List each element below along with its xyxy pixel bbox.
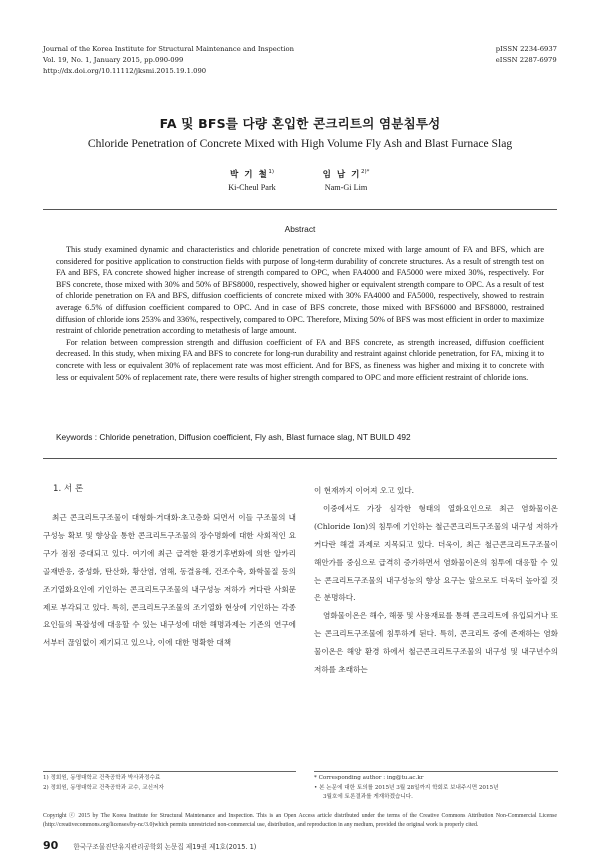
title-korean: FA 및 BFS를 다량 혼입한 콘크리트의 염분침투성 bbox=[159, 116, 441, 131]
footnote-rule-right bbox=[314, 771, 558, 772]
abstract-bottom-rule bbox=[43, 458, 557, 459]
author-1-korean: 박 기 철 bbox=[229, 170, 269, 180]
abstract-body bbox=[56, 244, 544, 383]
journal-name: Journal of the Korea Institute for Structural Maintenance and Inspection bbox=[43, 45, 294, 53]
author-2-english: Nam-Gi Lim bbox=[324, 183, 368, 192]
body-paragraph: 이 현재까지 이어져 오고 있다. bbox=[314, 486, 415, 495]
footer-journal-name: 한국구조물진단유지관리공학회 논문집 제19권 제1호(2015. 1) bbox=[73, 843, 257, 851]
abstract-top-rule bbox=[43, 209, 557, 210]
author-2-korean: 임 남 기 bbox=[322, 170, 361, 180]
volume-info: Vol. 19, No. 1, January 2015, pp.090-099 bbox=[43, 56, 184, 65]
body-left-column bbox=[43, 482, 296, 652]
eissn: eISSN 2287-6979 bbox=[495, 56, 557, 65]
page-footer bbox=[43, 834, 256, 853]
footnote-affiliation-1: 1) 정회원, 동명대학교 건축공학과 박사과정수료 bbox=[43, 775, 161, 781]
pissn: pISSN 2234-6937 bbox=[495, 45, 557, 53]
section-heading-introduction: 1. 서 론 bbox=[53, 484, 84, 494]
issn-block bbox=[496, 44, 557, 66]
doi-link[interactable]: http://dx.doi.org/10.11112/jksmi.2015.19.1.090 bbox=[43, 67, 207, 76]
footnote-discussion-notice: • 본 논문에 대한 토의를 2015년 3월 28일까지 학회로 보내주시면 2015년 bbox=[314, 784, 499, 791]
abstract-paragraph-2: For relation between compression strength and diffusion coefficient of FA and BFS concrete, as strength increased, diffusion coefficient decreased. In this study, when mixing FA and BFS to concrete for long-run durability and restraint against chloride penetration, for FA, mixing it to concrete with less or equivalent 30% of replacement rate was most efficient. And for BFS, as fineness was higher and mixing it to concrete with less or equivalent 50% of replacement rate, there were results of higher strength compared to OPC and more efficient restraint of chloride ions. bbox=[56, 337, 544, 382]
copyright-notice: Copyright ⓒ 2015 by The Korea Institute for Structural Maintenance and Inspection. This is an Open Access article distributed under the terms of the Creative Commons Attribution Non-Commercial License (http://creativecommons.org/licenses/by-nc/3.0)which permits unrestricted non-commercial use, distribution, and reproduction in any medium, provided the original work is properly cited. bbox=[43, 813, 557, 828]
affiliation-footnotes bbox=[43, 774, 296, 793]
footnote-discussion-notice-cont: 3월호에 토론결과를 게재하겠습니다. bbox=[323, 794, 413, 801]
keywords: Keywords : Chloride penetration, Diffusion coefficient, Fly ash, Blast furnace slag, NT BUILD 492 bbox=[56, 432, 411, 442]
page-number: 90 bbox=[43, 839, 59, 852]
body-paragraph: 염화물이온은 해수, 해풍 및 사용재료를 통해 콘크리트에 유입되거나 또는 콘크리트구조물에 침투하게 된다. 특히, 콘크리트 중에 존재하는 염화물이온은 해양 환경 하에서 철근콘크리트구조물의 내구성 및 내구년수의 저하를 초래하는 bbox=[314, 611, 558, 675]
author-2-affil-mark: 2)* bbox=[360, 169, 370, 176]
footnote-corresponding-author: * Corresponding author : ing@tu.ac.kr bbox=[314, 775, 424, 781]
abstract-heading: Abstract bbox=[284, 224, 316, 234]
journal-header bbox=[43, 44, 294, 78]
title-english: Chloride Penetration of Concrete Mixed with High Volume Fly Ash and Blast Furnace Slag bbox=[87, 137, 513, 150]
author-1-affil-mark: 1) bbox=[268, 169, 275, 176]
footnote-rule-left bbox=[43, 771, 296, 772]
abstract-paragraph-1: This study examined dynamic and characteristics and chloride penetration of concrete mixed with large amount of FA and BFS, which are considered for positive application to construction fields with purpose of long-term durability of concrete structures. As a result of strength test on FA and BFS, FA concrete showed higher increase of strength compared to OPC, when FA4000 and FA5000 were mixed 30%, respectively. For BFS concrete, those mixed with 30% and 50% of BFS8000, respectively, showed higher or equivalent strength compare to OPC. As a result of test of chloride penetration on FA and BFS, diffusion coefficients of concrete mixed with 30% FA4000 and FA5000, respectively, showed to restrain average 6.5% of diffusion coefficient compared to OPC. And in case of BFS concrete, those mixed with BFS6000 and BFS8000, restrained diffusion of chloride ions 253% and 336%, respectively, compared to OPC. Therefore, Mixing 50% of BFS was most efficient in order to maximize restraint of chloride penetration according to metathesis of large amount. bbox=[56, 245, 544, 336]
author-1 bbox=[212, 168, 292, 192]
correspondence-footnotes bbox=[314, 774, 558, 803]
author-2 bbox=[306, 168, 386, 192]
footnote-affiliation-2: 2) 정회원, 동명대학교 건축공학과 교수, 교신저자 bbox=[43, 784, 164, 791]
body-paragraph: 최근 콘크리트구조물이 대형화·거대화·초고층화 되면서 이들 구조물의 내구성능 확보 및 향상을 통한 콘크리트구조물의 장수명화에 대한 사회적인 요구가 점점 증대되고 있다. 여기에 최근 급격한 환경기후변화에 의한 알카리 골재반응, 중성화, 탄산화, 황산염, 염해, 동결융해, 건조수축, 화학물질 등의 조기열화요인에 기인하는 콘크리트구조물의 내구성능 저하가 커다란 사회문제로 부각되고 있다. 특히, 콘크리트구조물의 조기열화 현상에 기인하는 각종 요인들의 복잡성에 대응할 수 있는 내구성에 대한 해명과제는 기존의 연구에서부터 끊임없이 제기되고 있으나, 이에 대한 명확한 대책 bbox=[43, 513, 296, 648]
body-right-column bbox=[314, 482, 558, 679]
author-1-english: Ki-Cheul Park bbox=[228, 183, 276, 192]
body-paragraph: 이중에서도 가장 심각한 형태의 열화요인으로 최근 염화물이온 (Chloride Ion)의 침투에 기인하는 철근콘크리트구조물의 내구성 저하가 커다란 해결 과제로 지목되고 있다. 더욱이, 최근 철근콘크리트구조물이 해안가를 중심으로 급격히 증가하면서 염화물이온의 침투에 대응할 수 있는 콘크리트구조물의 내구성능의 향상 요구는 앞으로도 더욱더 높아질 것은 분명하다. bbox=[314, 503, 558, 603]
